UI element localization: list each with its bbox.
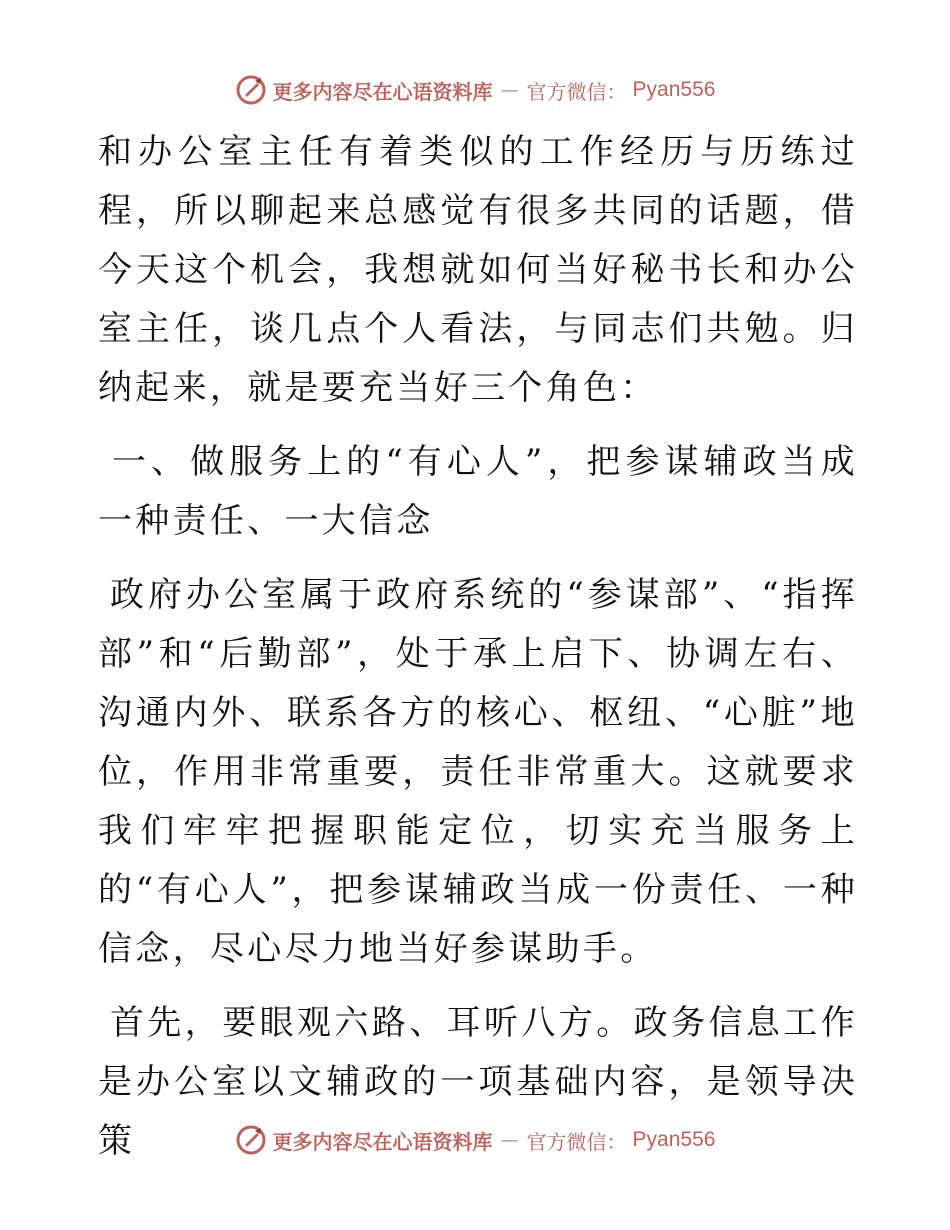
paragraph-intro: 和办公室主任有着类似的工作经历与历练过程，所以聊起来总感觉有很多共同的话题，借今天这个机会，我想就如何当好秘书长和办公室主任，谈几点个人看法，与同志们共勉。归纳起来，就是要充当好三个角色： <box>98 132 858 408</box>
watermark-wechat-id: Pyan556 <box>632 78 716 101</box>
quill-pen-logo-icon <box>235 1124 267 1156</box>
paragraph-office-role: 政府办公室属于政府系统的“参谋部”、“指挥部”和“后勤部”，处于承上启下、协调左右、沟通内外、联系各方的核心、枢纽、“心脏”地位，作用非常重要，责任非常重大。这就要求我们牢牢把握职能定位，切实充当服务上的“有心人”，把参谋辅政当成一份责任、一种信念，尽心尽力地当好参谋助手。 <box>98 575 858 969</box>
watermark-dash: — <box>500 1129 519 1151</box>
watermark-wechat-label: 官方微信： <box>526 1129 627 1154</box>
watermark-brand-text: 更多内容尽在心语资料库 <box>272 1129 493 1154</box>
quill-pen-logo-icon <box>235 74 267 106</box>
header-watermark <box>0 70 950 110</box>
section-heading-one: 一、做服务上的“有心人”，把参谋辅政当成一种责任、一大信念 <box>98 442 858 541</box>
watermark-brand-text: 更多内容尽在心语资料库 <box>272 79 493 104</box>
watermark-wechat-id: Pyan556 <box>632 1128 716 1151</box>
paragraph-first-point: 首先，要眼观六路、耳听八方。政务信息工作是办公室以文辅政的一项基础内容，是领导决策 <box>98 1003 858 1161</box>
document-body <box>98 123 858 1171</box>
footer-watermark <box>0 1120 950 1160</box>
watermark-dash: — <box>500 79 519 101</box>
watermark-wechat-label: 官方微信： <box>526 79 627 104</box>
